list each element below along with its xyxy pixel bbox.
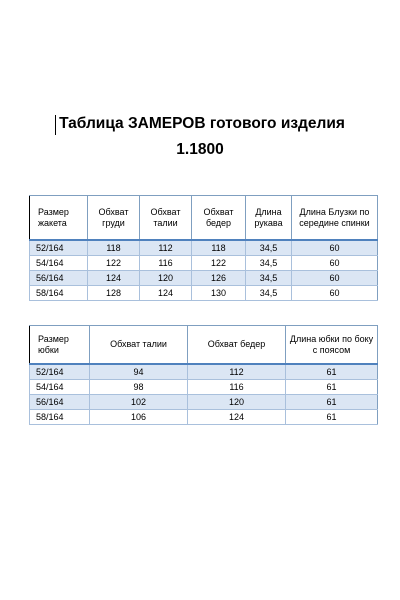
table-cell: 120	[188, 395, 286, 410]
table-cell: 102	[90, 395, 188, 410]
table-cell: 34,5	[246, 240, 292, 256]
jacket-header-size: Размер жакета	[30, 196, 88, 241]
table-cell: 122	[192, 256, 246, 271]
table-cell: 120	[140, 271, 192, 286]
table-cell: 34,5	[246, 256, 292, 271]
table-cell: 34,5	[246, 286, 292, 301]
table-cell: 94	[90, 364, 188, 380]
jacket-header-chest: Обхват груди	[88, 196, 140, 241]
table-cell: 116	[188, 380, 286, 395]
table-row	[30, 364, 378, 380]
table-cell: 124	[88, 271, 140, 286]
table-cell: 54/164	[30, 380, 90, 395]
table-cell: 60	[292, 240, 378, 256]
skirt-header-length: Длина юбки по боку с поясом	[286, 326, 378, 365]
skirt-header-hips: Обхват бедер	[188, 326, 286, 365]
table-cell: 112	[140, 240, 192, 256]
table-cell: 52/164	[30, 240, 88, 256]
title-text: Таблица ЗАМЕРОВ готового изделия	[59, 115, 345, 132]
skirt-header-waist: Обхват талии	[90, 326, 188, 365]
table-row	[30, 380, 378, 395]
skirt-table-header-row	[30, 326, 378, 365]
table-cell: 126	[192, 271, 246, 286]
table-cell: 124	[140, 286, 192, 301]
table-cell: 118	[88, 240, 140, 256]
table-cell: 61	[286, 364, 378, 380]
jacket-table-header-row	[30, 196, 378, 241]
table-cell: 106	[90, 410, 188, 425]
table-cell: 60	[292, 271, 378, 286]
table-cell: 54/164	[30, 256, 88, 271]
table-row	[30, 240, 378, 256]
table-cell: 128	[88, 286, 140, 301]
table-cell: 60	[292, 256, 378, 271]
table-cell: 56/164	[30, 395, 90, 410]
table-row	[30, 286, 378, 301]
table-cell: 56/164	[30, 271, 88, 286]
skirt-header-size: Размер юбки	[30, 326, 90, 365]
table-cell: 60	[292, 286, 378, 301]
title-line-2: 1.1800	[176, 141, 224, 158]
table-cell: 61	[286, 395, 378, 410]
jacket-measurements-table	[29, 195, 378, 301]
table-cell: 34,5	[246, 271, 292, 286]
jacket-header-hips: Обхват бедер	[192, 196, 246, 241]
table-cell: 52/164	[30, 364, 90, 380]
table-cell: 130	[192, 286, 246, 301]
jacket-header-sleeve: Длина рукава	[246, 196, 292, 241]
table-row	[30, 395, 378, 410]
table-cell: 112	[188, 364, 286, 380]
title-line-1	[55, 113, 345, 135]
jacket-header-length: Длина Блузки по середине спинки	[292, 196, 378, 241]
table-row	[30, 256, 378, 271]
table-cell: 61	[286, 380, 378, 395]
document-title	[0, 113, 400, 161]
table-cell: 98	[90, 380, 188, 395]
table-cell: 124	[188, 410, 286, 425]
skirt-measurements-table	[29, 325, 378, 425]
table-cell: 61	[286, 410, 378, 425]
table-cell: 116	[140, 256, 192, 271]
table-cell: 58/164	[30, 410, 90, 425]
table-cell: 118	[192, 240, 246, 256]
text-cursor	[55, 115, 56, 135]
table-row	[30, 271, 378, 286]
jacket-header-waist: Обхват талии	[140, 196, 192, 241]
table-cell: 58/164	[30, 286, 88, 301]
table-row	[30, 410, 378, 425]
table-cell: 122	[88, 256, 140, 271]
